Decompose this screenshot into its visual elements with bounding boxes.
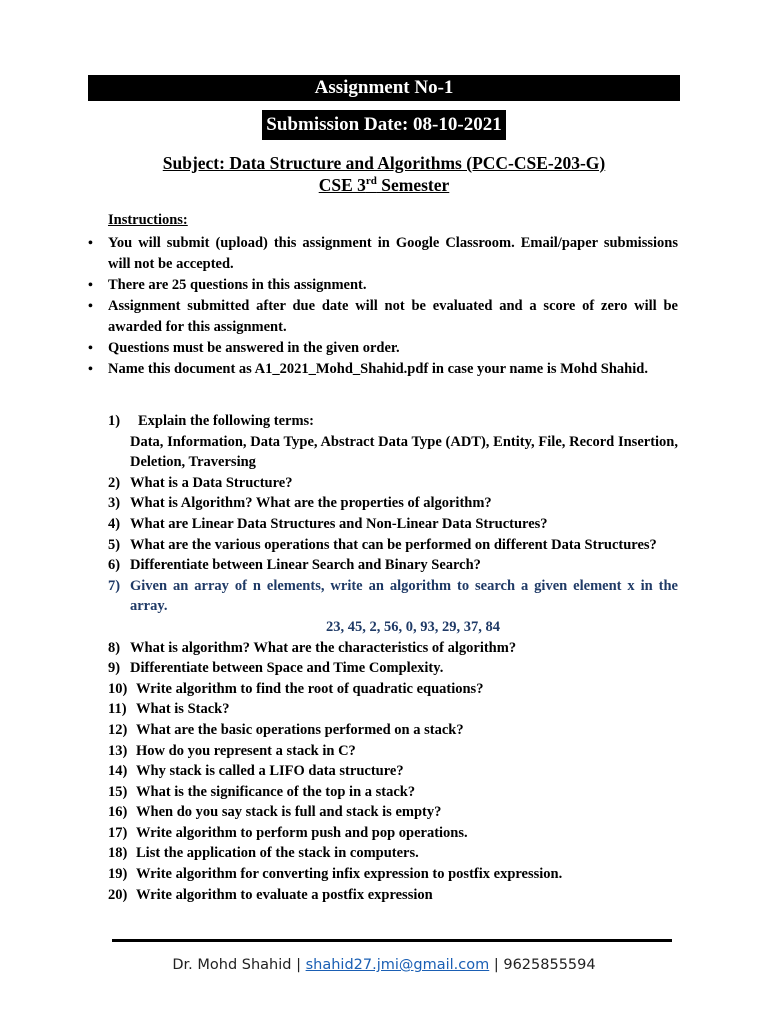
- question-item: [108, 658, 678, 679]
- question-item: [108, 638, 678, 659]
- bullet-icon: •: [88, 299, 93, 314]
- bullet-icon: •: [88, 236, 93, 251]
- question-item: [108, 823, 678, 844]
- question-text: What is Algorithm? What are the properties of algorithm?: [130, 495, 492, 512]
- question-number: 12): [108, 721, 128, 738]
- separator: |: [296, 957, 301, 973]
- question-number: 3): [108, 495, 121, 512]
- subject-text: Subject: Data Structure and Algorithms (PCC-CSE-203-G): [162, 153, 606, 173]
- question-number: 15): [108, 783, 128, 800]
- footer: [0, 957, 768, 973]
- question-item: [108, 473, 678, 494]
- question-item: [108, 782, 678, 803]
- question-number: 7): [108, 577, 121, 594]
- question-item: [108, 802, 678, 823]
- question-number: 6): [108, 557, 121, 574]
- question-text: What is algorithm? What are the characteristics of algorithm?: [130, 639, 517, 656]
- question-text: How do you represent a stack in C?: [136, 742, 356, 759]
- submission-date-container: [0, 111, 768, 139]
- semester-text: [319, 175, 450, 195]
- question-text: What are the basic operations performed on a stack?: [136, 721, 464, 738]
- question-number: 16): [108, 804, 128, 821]
- instructions-heading: Instructions:: [108, 212, 188, 228]
- question-number: 9): [108, 660, 121, 677]
- question-text: Write algorithm to perform push and pop operations.: [136, 824, 468, 841]
- phone-number: 9625855594: [503, 957, 596, 973]
- question-number: 19): [108, 866, 128, 883]
- question-text: Write algorithm for converting infix expression to postfix expression.: [136, 866, 563, 883]
- instruction-text: Questions must be answered in the given order.: [108, 340, 400, 356]
- semester-post: Semester: [376, 175, 450, 195]
- question-text: List the application of the stack in computers.: [136, 845, 419, 862]
- question-item: [108, 720, 678, 741]
- question-number: 18): [108, 845, 128, 862]
- question-item: [108, 493, 678, 514]
- question-item: [108, 679, 678, 700]
- question-item: [108, 864, 678, 885]
- bullet-icon: •: [88, 362, 93, 377]
- question-item: [108, 576, 678, 617]
- instruction-item: [86, 359, 678, 380]
- separator: |: [493, 957, 499, 973]
- question-text: What is the significance of the top in a stack?: [136, 783, 416, 800]
- instruction-text: Name this document as A1_2021_Mohd_Shahid.pdf in case your name is Mohd Shahid.: [108, 361, 648, 377]
- question-number: 11): [108, 701, 127, 718]
- question-text: Write algorithm to evaluate a postfix expression: [136, 886, 433, 903]
- question-text: What is a Data Structure?: [130, 474, 293, 491]
- subject-line: [0, 152, 768, 174]
- question-number: 2): [108, 474, 121, 491]
- question-number: 14): [108, 763, 128, 780]
- question-number: 8): [108, 639, 121, 656]
- instruction-item: [86, 275, 678, 296]
- question-number: 17): [108, 824, 128, 841]
- question-text: When do you say stack is full and stack is empty?: [136, 804, 442, 821]
- email-link[interactable]: shahid27.jmi@gmail.com: [305, 957, 490, 973]
- question-number: 1): [108, 413, 121, 429]
- semester-sup: rd: [365, 175, 377, 188]
- question-text: Given an array of n elements, write an algorithm to search a given element x in the array.: [130, 577, 678, 615]
- question-text: What is Stack?: [136, 701, 230, 718]
- question-text: Write algorithm to find the root of quadratic equations?: [136, 680, 484, 697]
- question-text: What are the various operations that can be performed on different Data Structures?: [130, 536, 657, 553]
- question-number: 5): [108, 536, 121, 553]
- author-name: Dr. Mohd Shahid: [172, 957, 292, 973]
- question-text: Explain the following terms:: [138, 413, 315, 429]
- instruction-item: [86, 338, 678, 359]
- instruction-text: Assignment submitted after due date will not be evaluated and a score of zero will be awarded for this assignment.: [108, 298, 678, 335]
- question-item: [108, 761, 678, 782]
- question-item: [108, 411, 678, 473]
- question-text: Why stack is called a LIFO data structure?: [136, 763, 404, 780]
- instructions-list: [86, 233, 678, 380]
- question-text: Differentiate between Linear Search and Binary Search?: [130, 557, 481, 574]
- question-number: 4): [108, 515, 121, 532]
- bullet-icon: •: [88, 341, 93, 356]
- question-item: [108, 885, 678, 906]
- semester-line: [0, 174, 768, 196]
- assignment-title: Assignment No-1: [88, 75, 680, 101]
- question-item: [108, 555, 678, 576]
- bullet-icon: •: [88, 278, 93, 293]
- question-item: [108, 514, 678, 535]
- question-number: 10): [108, 680, 128, 697]
- question-item: [108, 741, 678, 762]
- question-list: [108, 411, 678, 905]
- question-number: 13): [108, 742, 128, 759]
- question-text: Differentiate between Space and Time Complexity.: [130, 660, 444, 677]
- footer-divider: [112, 939, 672, 942]
- instruction-text: You will submit (upload) this assignment in Google Classroom. Email/paper submissions will not be accepted.: [108, 235, 678, 272]
- question-item: [108, 699, 678, 720]
- question-item: [108, 843, 678, 864]
- instruction-item: [86, 233, 678, 275]
- submission-date: Submission Date: 08-10-2021: [263, 111, 504, 139]
- question-number: 20): [108, 886, 128, 903]
- question-item: [108, 535, 678, 556]
- instruction-text: There are 25 questions in this assignment.: [108, 277, 367, 293]
- question-text: What are Linear Data Structures and Non-Linear Data Structures?: [130, 515, 548, 532]
- semester-pre: CSE 3: [318, 175, 366, 195]
- instruction-item: [86, 296, 678, 338]
- array-values: 23, 45, 2, 56, 0, 93, 29, 37, 84: [326, 618, 500, 635]
- question-detail: Data, Information, Data Type, Abstract Data Type (ADT), Entity, File, Record Insertion, Deletion, Traversing: [130, 433, 678, 471]
